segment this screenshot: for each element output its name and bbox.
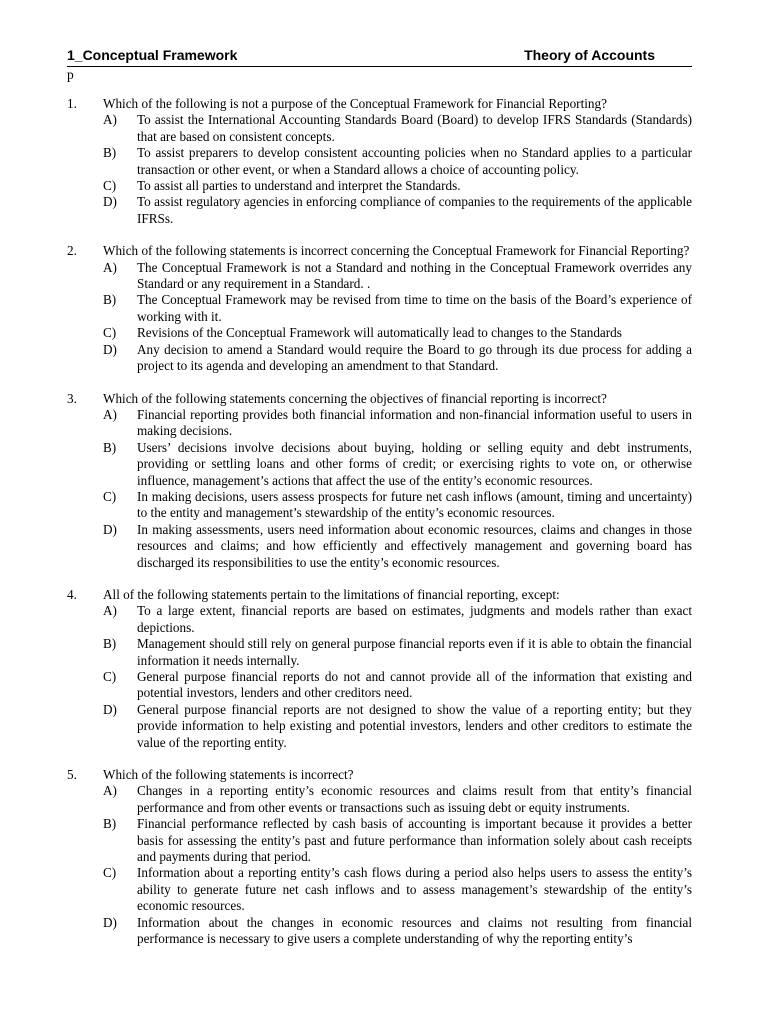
option-letter: B) [103,636,117,652]
question-item [67,391,692,571]
question-stem [67,767,692,783]
answer-option [103,783,692,816]
option-text: To a large extent, financial reports are based on estimates, judgments and models rather than exact depictions. [137,603,692,635]
question-text: All of the following statements pertain to the limitations of financial reporting, except: [103,586,560,602]
question-spacer [67,751,692,767]
option-letter: A) [103,259,117,275]
option-text: Users’ decisions involve decisions about buying, holding or selling equity and debt instruments, providing or settling loans and other forms of credit; or exercising rights to vote on, or otherwise influence, management’s actions that affect the use of the entity’s economic resources. [137,439,692,488]
answer-option [103,636,692,669]
option-letter: A) [103,406,117,422]
option-letter: B) [103,145,117,161]
chapter-title: 1_Conceptual Framework [67,47,238,63]
option-letter: A) [103,783,117,799]
option-letter: B) [103,439,117,455]
option-list [103,783,692,947]
option-letter: D) [103,341,117,357]
option-text: Information about a reporting entity’s cash flows during a period also helps users to assess the entity’s ability to generate future net cash inflows and to assess management’s stewardship of the entity’s economic resources. [137,865,692,914]
question-spacer [67,571,692,587]
question-spacer [67,375,692,391]
option-text: Revisions of the Conceptual Framework will automatically lead to changes to the Standards [137,325,622,341]
option-letter: D) [103,521,117,537]
answer-option [103,865,692,914]
option-text: General purpose financial reports are not designed to show the value of a reporting entity; but they provide information to help existing and potential investors, lenders and other creditors to estimate the value of the reporting entity. [137,701,692,750]
answer-option [103,816,692,865]
question-number: 3. [67,390,77,406]
answer-option [103,178,692,194]
option-text: To assist regulatory agencies in enforcing compliance of companies to the requirements of the applicable IFRSs. [137,194,692,226]
answer-option [103,440,692,489]
option-text: Information about the changes in economic resources and claims not resulting from financial performance is necessary to give users a complete understanding of why the reporting entity’s [137,914,692,947]
answer-option [103,522,692,571]
option-text: The Conceptual Framework may be revised from time to time on the basis of the Board’s experience of working with it. [137,292,692,324]
option-list [103,603,692,751]
option-text: General purpose financial reports do not and cannot provide all of the information that existing and potential investors, lenders and other creditors need. [137,669,692,701]
option-text: In making decisions, users assess prospects for future net cash inflows (amount, timing and uncertainty) to the entity and management’s stewardship of the entity’s economic resources. [137,488,692,521]
question-number: 1. [67,96,77,111]
answer-option [103,702,692,751]
option-letter: C) [103,865,117,881]
question-item [67,96,692,227]
question-text: Which of the following statements is incorrect? [103,767,354,783]
question-spacer [67,227,692,243]
answer-option [103,260,692,293]
page-mark: p [67,67,74,82]
question-text: Which of the following is not a purpose of the Conceptual Framework for Financial Reporting? [103,96,607,111]
option-text: To assist the International Accounting Standards Board (Board) to develop IFRS Standards (Standards) that are based on consistent concepts. [137,112,692,144]
option-letter: B) [103,816,117,832]
option-letter: C) [103,325,117,341]
question-stem [67,391,692,407]
answer-option [103,325,692,341]
option-letter: C) [103,669,117,684]
question-stem [67,587,692,603]
option-text: Financial performance reflected by cash basis of accounting is important because it provides a better basis for assessing the entity’s past and future performance than information solely about cash receipts and payments during that period. [137,816,692,865]
answer-option [103,194,692,227]
option-letter: A) [103,112,117,128]
question-stem [67,243,692,259]
subject-title: Theory of Accounts [524,47,655,63]
option-list [103,407,692,571]
answer-option [103,915,692,948]
answer-option [103,145,692,178]
question-text: Which of the following statements is incorrect concerning the Conceptual Framework for Financial Reporting? [103,243,690,259]
question-number: 4. [67,586,77,602]
answer-option [103,292,692,325]
option-list [103,260,692,375]
question-text: Which of the following statements concerning the objectives of financial reporting is incorrect? [103,390,607,406]
answer-option [103,112,692,145]
option-text: Management should still rely on general purpose financial reports even if it is able to obtain the financial information it needs internally. [137,636,692,668]
option-letter: A) [103,603,117,619]
option-text: In making assessments, users need information about economic resources, claims and changes in those resources and claims; and how efficiently and effectively management and governing board has discharged its responsibilities to use the entity’s economic resources. [137,521,692,570]
option-letter: D) [103,194,117,210]
option-text: To assist preparers to develop consistent accounting policies when no Standard applies to a particular transaction or other event, or when a Standard allows a choice of accounting policy. [137,145,692,177]
question-number: 5. [67,767,77,783]
option-letter: B) [103,292,117,308]
answer-option [103,407,692,440]
question-stem [67,96,692,112]
option-text: Any decision to amend a Standard would require the Board to go through its due process for adding a project to its agenda and developing an amendment to that Standard. [137,341,692,374]
option-text: To assist all parties to understand and interpret the Standards. [137,178,461,194]
question-item [67,243,692,374]
option-text: The Conceptual Framework is not a Standard and nothing in the Conceptual Framework overrides any Standard or any requirement in a Standard. . [137,259,692,292]
option-text: Financial reporting provides both financial information and non-financial information useful to users in making decisions. [137,406,692,439]
question-item [67,767,692,947]
option-letter: D) [103,701,117,717]
option-list [103,112,692,227]
question-item [67,587,692,751]
question-list [67,96,692,948]
option-text: Changes in a reporting entity’s economic resources and claims result from that entity’s financial performance and from other events or transactions such as issuing debt or equity instruments. [137,783,692,815]
option-letter: D) [103,914,117,930]
answer-option [103,489,692,522]
option-letter: C) [103,178,117,194]
option-letter: C) [103,488,117,504]
answer-option [103,342,692,375]
answer-option [103,669,692,702]
question-number: 2. [67,243,77,259]
page-header [67,46,692,67]
answer-option [103,603,692,636]
